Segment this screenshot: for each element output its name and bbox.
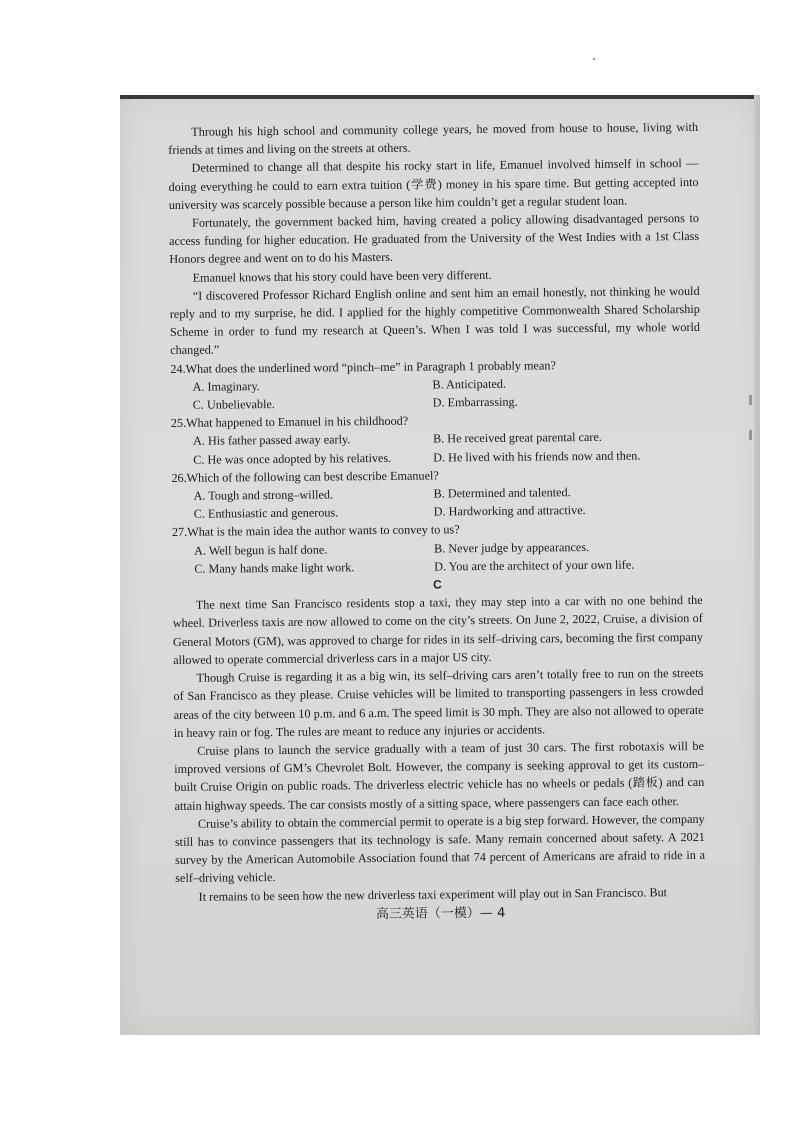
option-c: C. Many hands make light work. — [194, 560, 355, 576]
option-d: D. You are the architect of your own life. — [434, 557, 635, 574]
option-b: B. He received great parental care. — [432, 430, 602, 446]
option-d: D. He lived with his friends now and then. — [433, 448, 641, 465]
section-heading-c: C — [433, 577, 442, 592]
question-options — [171, 482, 701, 523]
passage-paragraph: Through his high school and community college years, he moved from house to house, living with friends at times and living on the streets at others. — [168, 119, 699, 158]
passage-paragraph: Determined to change all that despite his rocky start in life, Emanuel involved himself in school — doing everything he could to earn extra tuition (学费) money in his spare time. But getting accepted into university was scarcely possible because a person like him couldn’t get a regular student loan. — [168, 156, 699, 212]
option-d: D. Hardworking and attractive. — [433, 503, 586, 519]
bleed-mark — [749, 430, 752, 440]
page-footer: 高三英语（一模）— 4 — [375, 905, 506, 922]
question-26 — [171, 464, 701, 524]
option-a: A. Imaginary. — [192, 378, 260, 394]
passage-paragraph: “I discovered Professor Richard English online and sent him an email honestly, not thinking he would reply and to my surprise, he did. I applied for the highly competitive Commonwealth Shared Scholarship Scheme in order to fund my research at Queen’s. When I was told I was successful, my whole world changed.” — [169, 283, 701, 358]
passage-c-paragraph: The next time San Francisco residents stop a taxi, they may step into a car with no one behind the wheel. Driverless taxis are now allowed to come on the city’s streets. On June 2, 2022, Cruise, a division of General Motors (GM), was approved to charge for rides in its self–driving cars, becoming the first company allowed to operate commercial driverless cars in a major US city. — [172, 593, 704, 667]
page-content — [168, 118, 706, 939]
passage-paragraph: Fortunately, the government backed him, having created a policy allowing disadvantaged persons to access funding for higher education. He graduated from the University of the West Indies with a 1st Class Honors degree and went on to do his Masters. — [169, 210, 700, 267]
question-27 — [172, 518, 702, 578]
question-options — [172, 537, 702, 578]
question-stem: 24.What does the underlined word “pinch–me” in Paragraph 1 probably mean? — [170, 357, 556, 376]
option-b: B. Determined and talented. — [433, 485, 571, 501]
question-options — [171, 427, 701, 468]
option-c: C. Enthusiastic and generous. — [193, 505, 339, 522]
option-c: C. Unbelievable. — [192, 397, 276, 412]
option-a: A. His father passed away early. — [192, 432, 351, 449]
passage-c-paragraph: It remains to be seen how the new driverless taxi experiment will play out in San Francisco. But — [198, 884, 668, 904]
passage-c-paragraph: Cruise’s ability to obtain the commercial permit to operate is a big step forward. However, the company still has to convince passengers that its technology is safe. Many remain concerned about safety. A 2021 survey by the American Automobile Association found that 74 percent of Americans are afraid to ride in a self–driving vehicle. — [174, 811, 706, 886]
passage-c-paragraph: Though Cruise is regarding it as a big win, its self–driving cars aren’t totally free to run on the streets of San Francisco as they please. Cruise vehicles will be limited to transporting passengers in less crowded areas of the city between 10 p.m. and 6 a.m. The speed limit is 30 mph. They are also not allowed to operate in heavy rain or fog. The rules are meant to reduce any injuries or accidents. — [173, 665, 704, 740]
passage-paragraph: Emanuel knows that his story could have been very different. — [192, 267, 492, 285]
speck — [593, 58, 595, 60]
question-stem: 25.What happened to Emanuel in his childhood? — [170, 413, 409, 431]
question-stem: 27.What is the main idea the author wants to convey to us? — [171, 522, 460, 540]
exam-page — [120, 95, 760, 1035]
option-a: A. Well begun is half done. — [194, 542, 328, 558]
option-b: B. Anticipated. — [432, 376, 507, 392]
question-options — [170, 373, 700, 414]
option-c: C. He was once adopted by his relatives. — [193, 450, 392, 467]
option-d: D. Embarrassing. — [432, 394, 518, 410]
option-b: B. Never judge by appearances. — [434, 539, 590, 556]
question-24 — [170, 355, 700, 415]
page-top-edge — [120, 95, 760, 99]
option-a: A. Tough and strong–willed. — [193, 487, 334, 503]
page-right-edge — [754, 95, 760, 1035]
bleed-mark — [749, 395, 752, 405]
passage-c-paragraph: Cruise plans to launch the service gradually with a team of just 30 cars. The first robotaxis will be improved versions of GM’s Chevrolet Bolt. However, the company is seeking approval to get its custom–built Cruise Origin on public roads. The driverless electric vehicle has no wheels or pedals (踏板) and can attain highway speeds. The car consists mostly of a sitting space, where passengers can face each other. — [174, 738, 705, 813]
question-stem: 26.Which of the following can best describe Emanuel? — [171, 468, 439, 485]
question-25 — [171, 409, 701, 469]
